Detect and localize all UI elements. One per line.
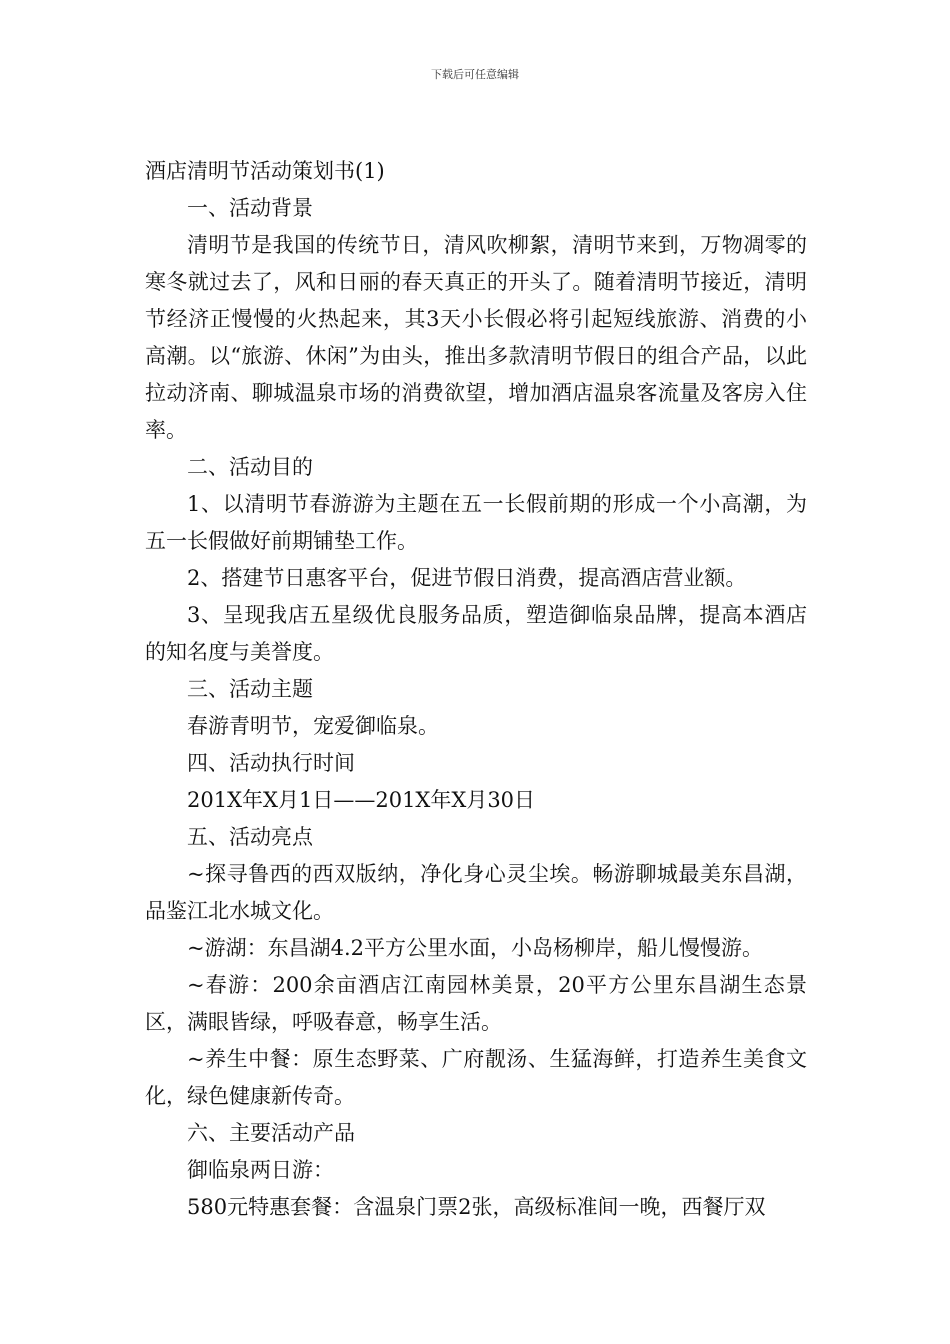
paragraph-goal-3: 3、呈现我店五星级优良服务品质，塑造御临泉品牌，提高本酒店的知名度与美誉度。 bbox=[145, 603, 807, 664]
paragraph-highlight-4: ~养生中餐：原生态野菜、广府靓汤、生猛海鲜，打造养生美食文化，绿色健康新传奇。 bbox=[145, 1047, 807, 1108]
section-heading-time: 四、活动执行时间 bbox=[187, 751, 355, 775]
paragraph-highlight-1: ~探寻鲁西的西双版纳，净化身心灵尘埃。畅游聊城最美东昌湖，品鉴江北水城文化。 bbox=[145, 862, 807, 923]
section-heading-products: 六、主要活动产品 bbox=[187, 1121, 355, 1145]
section-heading-highlights: 五、活动亮点 bbox=[187, 825, 313, 849]
paragraph-goal-1: 1、以清明节春游游为主题在五一长假前期的形成一个小高潮，为五一长假做好前期铺垫工作。 bbox=[145, 492, 807, 553]
paragraph-highlight-2: ~游湖：东昌湖4.2平方公里水面，小岛杨柳岸，船儿慢慢游。 bbox=[187, 936, 763, 960]
paragraph-product-package: 580元特惠套餐：含温泉门票2张，高级标准间一晚，西餐厅双 bbox=[187, 1195, 766, 1219]
document-title: 酒店清明节活动策划书(1) bbox=[145, 159, 385, 183]
paragraph-time: 201X年X月1日——201X年X月30日 bbox=[187, 788, 536, 812]
paragraph-background: 清明节是我国的传统节日，清风吹柳絮，清明节来到，万物凋零的寒冬就过去了，风和日丽的春天真正的开头了。随着清明节接近，清明节经济正慢慢的火热起来，其3天小长假必将引起短线旅游、消费的小高潮。以“旅游、休闲”为由头，推出多款清明节假日的组合产品，以此拉动济南、聊城温泉市场的消费欲望，增加酒店温泉客流量及客房入住率。 bbox=[145, 233, 807, 442]
paragraph-goal-2: 2、搭建节日惠客平台，促进节假日消费，提高酒店营业额。 bbox=[187, 566, 747, 590]
page-header-note: 下载后可任意编辑 bbox=[431, 68, 519, 81]
paragraph-theme: 春游青明节，宠爱御临泉。 bbox=[187, 714, 439, 738]
paragraph-highlight-3: ~春游：200余亩酒店江南园林美景，20平方公里东昌湖生态景区，满眼皆绿，呼吸春意，畅享生活。 bbox=[145, 973, 807, 1034]
section-heading-background: 一、活动背景 bbox=[187, 196, 313, 220]
section-heading-goals: 二、活动目的 bbox=[187, 455, 313, 479]
section-heading-theme: 三、活动主题 bbox=[187, 677, 313, 701]
document-body bbox=[145, 153, 807, 1226]
paragraph-product-title: 御临泉两日游： bbox=[187, 1158, 334, 1182]
